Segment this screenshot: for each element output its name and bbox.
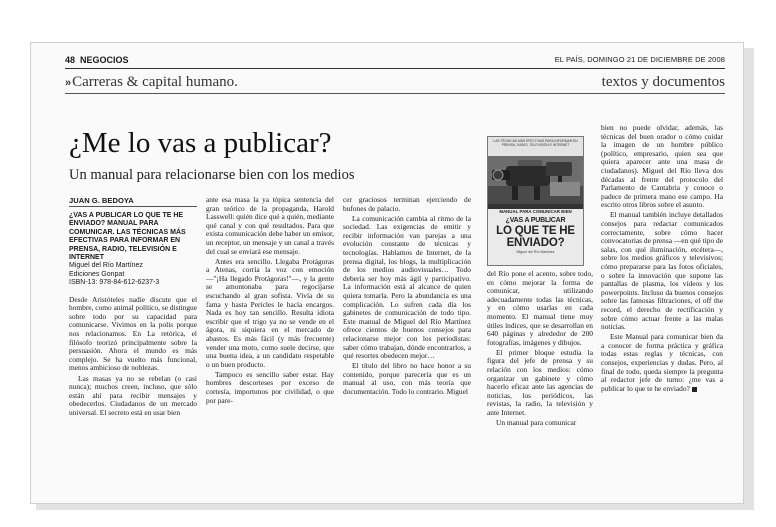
newspaper-page [30, 42, 744, 504]
paragraph: bien no puede olvidar, además, las técnicas del buen orador o cómo cuidar la imagen de un hombre público (político, empresario, quien sea que quiera aparecer ante una masa de ciudadanos). Miguel del Río lleva dos décadas al frente del protocolo del Parlamento de Cantabria y conoce o padece de primera mano ese campo. Ha escrito otros libros sobre el asunto. [601, 124, 723, 210]
article-column-1 [69, 196, 197, 486]
article-column-3 [343, 196, 471, 486]
camera-photo-icon [488, 156, 583, 204]
paragraph: cer graciosos terminan ejerciendo de bufones de palacio. [343, 196, 471, 213]
article-column-2 [206, 196, 334, 486]
article-headline: ¿Me lo vas a publicar? [69, 127, 332, 159]
book-publisher: Ediciones Gonpat [69, 270, 125, 278]
paragraph: El manual también incluye detallados consejos para redactar comunicados correctamente, sobre cómo hacer convocatorias de prensa —en qué tipo de salas, con qué iluminación, etcétera—, sobre los medios gráficos y televisivos; cómo prepararse para las fotos oficiales, o sobre la innovación que supone las pantallas de plasma, los vídeos y los powerpoints. Incluso da buenos consejos sobre las famosas filtraciones, el off the record, el derecho de rectificación y sobre cómo actuar frente a las malas noticias. [601, 210, 723, 332]
page-content [65, 54, 725, 494]
cover-title-line: ¿VAS A PUBLICAR [505, 217, 566, 224]
article-column-5 [601, 124, 723, 488]
section-bar [65, 71, 725, 94]
section-marker: » [65, 77, 70, 89]
paragraph: El primer bloque estudia la figura del jefe de prensa y su relación con los medios: cómo organizar un gabinete y cómo hacerlo eficaz ante las agencias de noticias, los periódicos, las revistas, la radio, la televisión y ante Internet. [487, 347, 593, 417]
byline: JUAN G. BEDOYA [69, 196, 197, 207]
paragraph: del Río pone el acento, sobre todo, en cómo mejorar la forma de comunicar, utilizando adecuadamente todas las técnicas, y en cómo usarlas en cada momento. El manual tiene muy útiles índices, que se desarrollan en 640 páginas y alrededor de 200 fotografías, imágenes y dibujos. [487, 270, 593, 347]
paragraph: ante esa masa la ya tópica sentencia del gran teórico de la propaganda, Harold Lasswell: quién dice qué a quién, mediante qué canal y con qué resultados. Para que exista comunicación debe haber un emisor, un receptor, un mensaje y un canal a través del cual se enviará ese mensaje. [206, 196, 334, 256]
cover-author: Miguel del Río Martínez [516, 250, 555, 254]
cover-title [490, 217, 581, 249]
section-title-text: Carreras & capital humano. [72, 74, 238, 90]
page-number: 48 [65, 55, 76, 65]
cover-kicker: MANUAL PARA COMUNICAR BIEN [499, 209, 572, 214]
article-subhead: Un manual para relacionarse bien con los medios [69, 167, 355, 183]
cover-title-line: LO QUE TE HE [496, 225, 575, 237]
paragraph [601, 333, 723, 393]
cover-title-line: ENVIADO? [506, 237, 565, 249]
paragraph: Las masas ya no se rebelan (o casi nunca); muchos creen, incluso, que sólo están ahí para recibir mensajes y obedecerlos. Ciudadanos de un mercado universal. El secreto está en usar bien [69, 373, 197, 417]
article-column-4 [487, 270, 593, 486]
page-number-section [65, 54, 129, 66]
paragraph: Un manual para comunicar [496, 418, 577, 428]
paragraph: El título del libro no hace honor a su contenido, porque parecería que es un manual al uso, con más teoría que documentación. Todo lo contrario. Miguel [343, 361, 471, 397]
book-author: Miguel del Río Martínez [69, 262, 143, 270]
paragraph: Tampoco es sencillo saber estar. Hay hombres descorteses por exceso de cortesía, importunos por civilidad, o que por pare- [206, 369, 334, 405]
book-isbn: ISBN-13: 978-84-612-6237-3 [69, 279, 160, 287]
running-header [65, 54, 725, 69]
paragraph: Antes era sencillo. Llegaba Protágoras a Atenas, corría la voz con emoción —"¡Ha llegado Protágoras!"—, y la gente se amontonaba para regocijarse escuchando al gran sofista. Vivía de su fama y hasta Pericles le hacía encargos. Nada es hoy tan sencillo. Resulta idiota escribir que el trigo ya no se vende en el ágora, ni siquiera en el mercado de abastos. Es más fácil (y más frecuente) vender una moto, como suele decirse, que una buena idea, a un candidato respetable o un buen producto. [206, 256, 334, 369]
paragraph: La comunicación cambia al ritmo de la sociedad. Las exigencias de emitir y recibir información van parejas a una evolución constante de técnicas y tecnologías. Hablamos de Internet, de la prensa digital, los blogs, la multiplicación de los medios audiovisuales… Todo debería ser hoy más ágil y participativo. La información está al alcance de quien quiera tomarla. Pero la abundancia es una complicación. Lo sufren cada día los gabinetes de comunicación de todo tipo. Este manual de Miguel del Río Martínez ofrece cientos de buenos consejos para relacionarse mejor con los periodistas: saber cómo trabajan, dónde encontrarlos, a qué resortes obedecen mejor… [343, 213, 471, 361]
cover-tagline: LAS TÉCNICAS MÁS EFECTIVAS PARA INFORMAR EN PRENSA, RADIO, TELEVISIÓN E INTERNET [493, 139, 578, 147]
book-info [69, 212, 197, 288]
closing-paragraph: Este Manual para comunicar bien da a conocer de forma práctica y gráfica todas estas reglas y técnicas, con consejos, experiencias y dudas. Pero, al final de todo, queda siempre la pregunta al redactor jefe de turno: ¿me vas a publicar lo que te he enviado? [601, 332, 723, 393]
end-mark-icon [692, 387, 697, 392]
dateline: EL PAÍS, DOMINGO 21 DE DICIEMBRE DE 2008 [554, 55, 725, 64]
section-subtitle: textos y documentos [601, 74, 725, 90]
book-title: ¿VAS A PUBLICAR LO QUE TE HE ENVIADO? MANUAL PARA COMUNICAR. LAS TÉCNICAS MÁS EFECTIVAS PARA INFORMAR EN PRENSA, RADIO, TELEVISIÓN E INTERNET [69, 212, 186, 262]
paragraph: Desde Aristóteles nadie discute que el hombre, como animal político, se distingue sobre todo por su capacidad para comunicarse. Vivimos en la polis porque nos relacionamos. En La retórica, el filósofo teorizó principalmente sobre la persuasión. Ahora el mundo es más complejo. Se ha vuelto más funcional, menos ambicioso de noblezas. [69, 294, 197, 373]
book-cover-image [487, 136, 584, 266]
section-name: NEGOCIOS [80, 55, 129, 65]
section-title [65, 71, 238, 94]
